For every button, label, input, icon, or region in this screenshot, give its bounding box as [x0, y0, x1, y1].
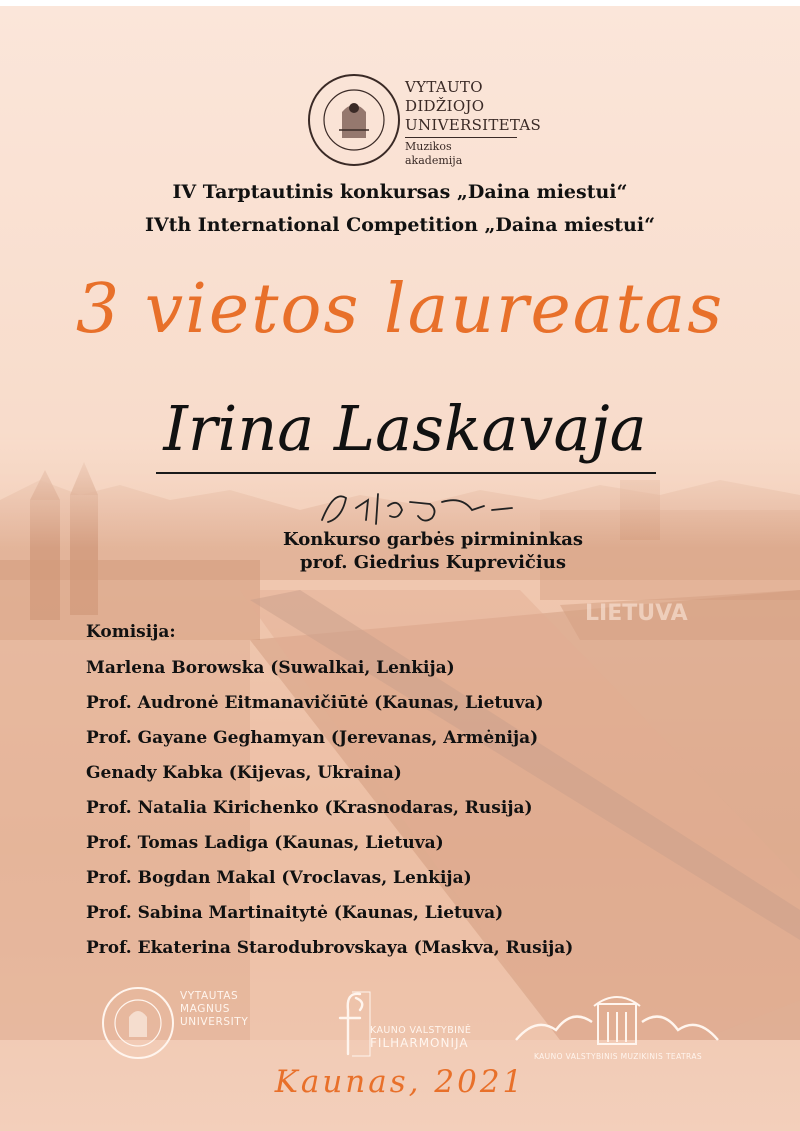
- laureate-underline: [156, 472, 656, 474]
- commission-member: Genady Kabka (Kijevas, Ukraina): [86, 763, 402, 783]
- commission-member: Prof. Natalia Kirichenko (Krasnodaras, Rusija): [86, 798, 533, 818]
- philharmonic-name: [370, 1024, 471, 1050]
- commission-member: Prof. Ekaterina Starodubrovskaya (Maskva, Rusija): [86, 938, 574, 958]
- vmu-seal-logo: [100, 985, 176, 1061]
- vmu-name-line-1: VYTAUTAS: [180, 990, 239, 1002]
- vmu-name: [180, 990, 248, 1029]
- commission-list: [86, 620, 573, 971]
- philharmonic-name-line-1: KAUNO VALSTYBINĖ: [370, 1025, 472, 1036]
- faculty-name-line-1: Muzikos: [405, 140, 452, 153]
- music-theatre-logo: [512, 986, 722, 1048]
- vmu-name-line-3: UNIVERSITY: [180, 1016, 249, 1028]
- vmu-name-line-2: MAGNUS: [180, 1003, 230, 1015]
- commission-member: Marlena Borowska (Suwalkai, Lenkija): [86, 658, 455, 678]
- competition-title-lt: IV Tarptautinis konkursas „Daina miestui“: [172, 181, 628, 203]
- vdu-university-name: [405, 78, 541, 168]
- place-and-year: Kaunas, 2021: [274, 1064, 526, 1100]
- honorary-chair-role: Konkurso garbės pirmininkas: [282, 529, 584, 550]
- award-title: 3 vietos laureatas: [75, 270, 725, 349]
- vdu-seal-logo: [306, 72, 402, 168]
- university-name-line-1: VYTAUTO: [405, 78, 483, 96]
- philharmonic-logo: [330, 988, 374, 1060]
- university-name-line-3: UNIVERSITETAS: [405, 116, 542, 134]
- divider: [405, 137, 517, 138]
- competition-title-en: IVth International Competition „Daina miestui“: [144, 214, 656, 236]
- commission-member: Prof. Tomas Ladiga (Kaunas, Lietuva): [86, 833, 444, 853]
- commission-member: Prof. Bogdan Makal (Vroclavas, Lenkija): [86, 868, 472, 888]
- commission-member: Prof. Audronė Eitmanavičiūtė (Kaunas, Lietuva): [86, 693, 544, 713]
- music-theatre-name: KAUNO VALSTYBINIS MUZIKINIS TEATRAS: [533, 1052, 703, 1061]
- philharmonic-name-line-2: FILHARMONIJA: [370, 1036, 469, 1050]
- commission-heading: Komisija:: [86, 622, 176, 642]
- laureate-name: Irina Laskavaja: [163, 392, 647, 465]
- top-edge: [0, 0, 800, 6]
- honorary-chair-name: prof. Giedrius Kuprevičius: [300, 552, 566, 573]
- honorary-chair: [243, 528, 623, 574]
- faculty-name-line-2: akademija: [405, 154, 463, 167]
- commission-member: Prof. Gayane Geghamyan (Jerevanas, Armėnija): [86, 728, 539, 748]
- university-name-line-2: DIDŽIOJO: [405, 97, 485, 115]
- commission-member: Prof. Sabina Martinaitytė (Kaunas, Lietuva): [86, 903, 504, 923]
